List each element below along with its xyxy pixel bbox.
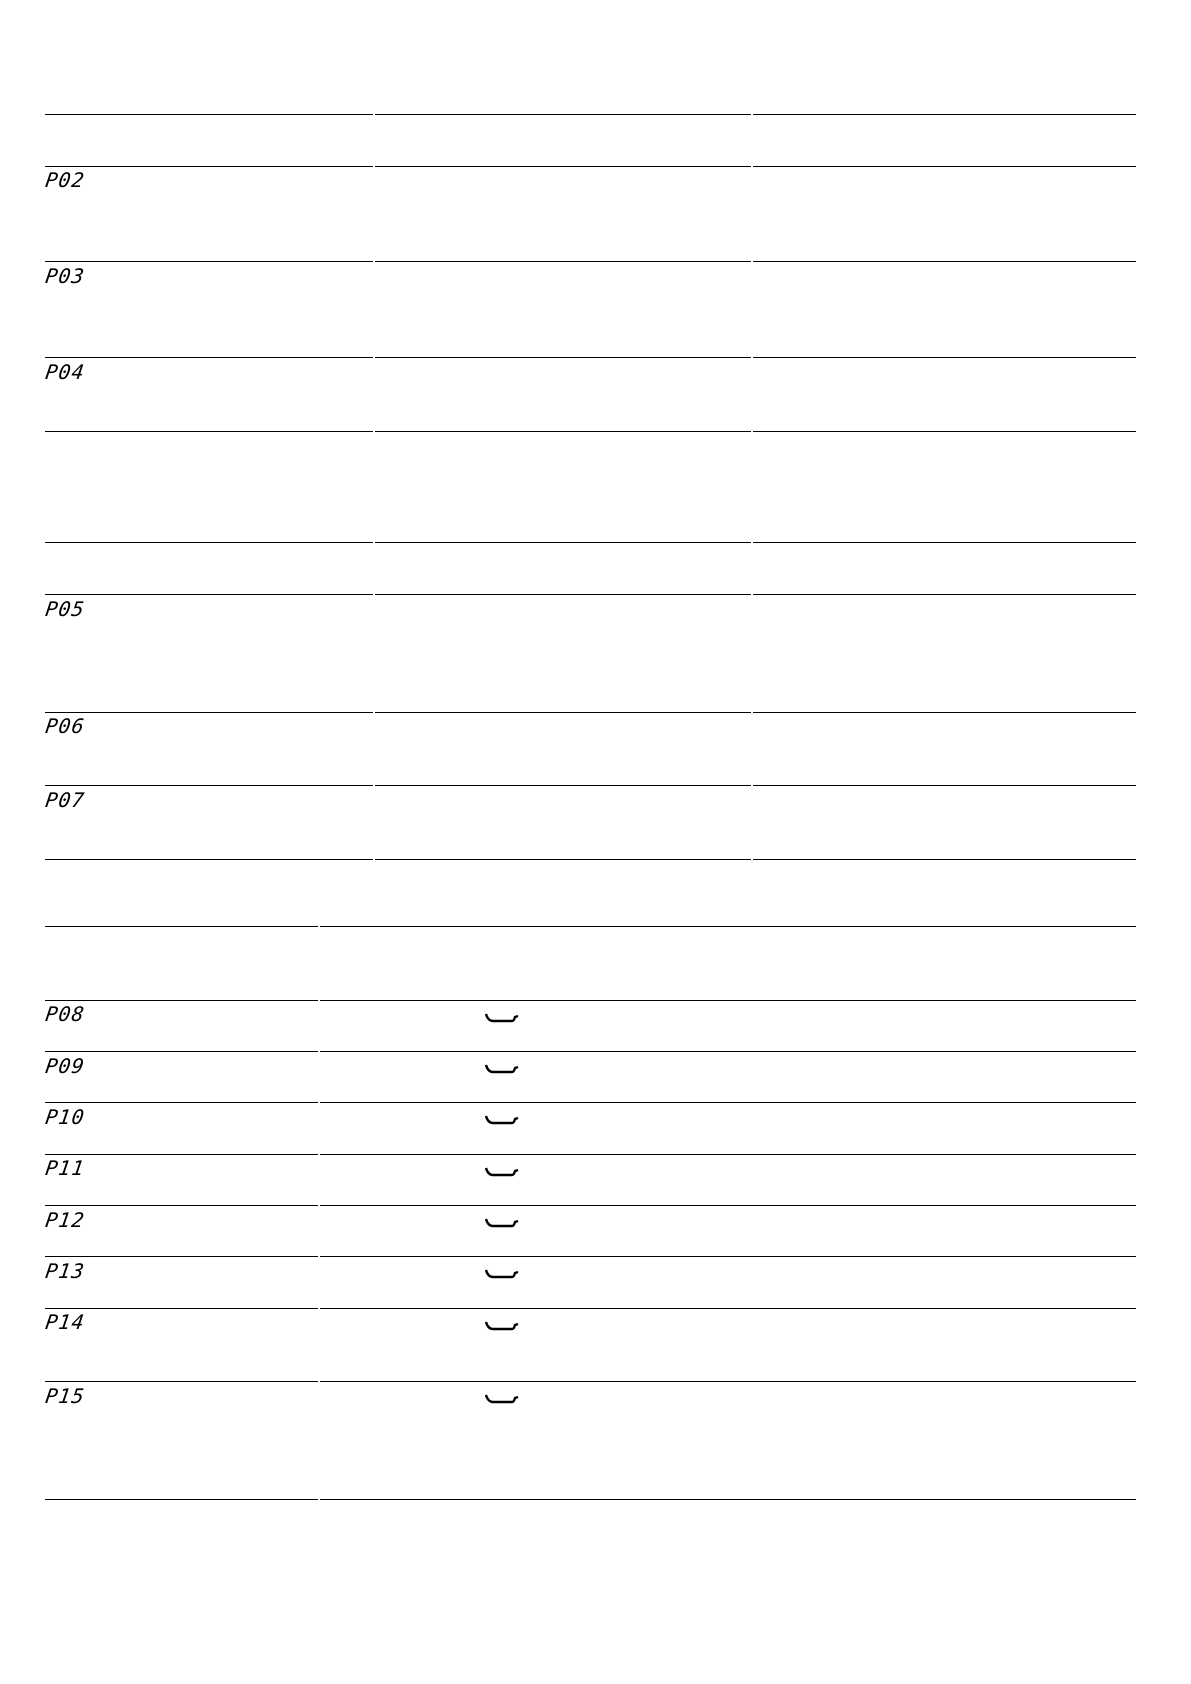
row-rule	[45, 542, 373, 543]
row-rule	[320, 1051, 1136, 1052]
row-rule	[753, 785, 1136, 786]
row-code-p10: P10	[43, 1105, 87, 1129]
row-rule	[753, 712, 1136, 713]
connector-symbol-icon	[485, 1112, 519, 1128]
row-code-p11: P11	[43, 1156, 87, 1180]
row-rule	[45, 1000, 318, 1001]
row-rule	[45, 1154, 318, 1155]
connector-symbol-icon	[485, 1061, 519, 1077]
row-code-p06: P06	[43, 714, 87, 738]
row-rule	[320, 1000, 1136, 1001]
row-rule	[753, 261, 1136, 262]
connector-symbol-icon	[485, 1266, 519, 1282]
connector-symbol-icon	[485, 1318, 519, 1334]
row-code-p08: P08	[43, 1002, 87, 1026]
row-rule	[320, 1102, 1136, 1103]
row-rule	[753, 431, 1136, 432]
row-rule	[320, 1256, 1136, 1257]
row-code-p02: P02	[43, 168, 87, 192]
row-rule	[45, 594, 373, 595]
connector-symbol-icon	[485, 1164, 519, 1180]
row-rule	[45, 1102, 318, 1103]
row-rule	[375, 859, 751, 860]
row-rule	[375, 594, 751, 595]
row-rule	[45, 166, 373, 167]
row-rule	[45, 712, 373, 713]
connector-symbol-icon	[485, 1215, 519, 1231]
row-rule	[45, 431, 373, 432]
row-code-p05: P05	[43, 597, 87, 621]
row-rule	[45, 859, 373, 860]
row-code-p07: P07	[43, 788, 87, 812]
row-rule	[375, 431, 751, 432]
row-rule	[320, 1205, 1136, 1206]
row-rule	[375, 712, 751, 713]
row-rule	[320, 1154, 1136, 1155]
row-rule	[753, 594, 1136, 595]
row-rule	[375, 357, 751, 358]
row-code-p04: P04	[43, 360, 87, 384]
row-code-p14: P14	[43, 1310, 87, 1334]
row-rule	[45, 1308, 318, 1309]
row-rule	[45, 357, 373, 358]
row-rule	[375, 261, 751, 262]
row-rule	[375, 785, 751, 786]
row-rule	[320, 926, 1136, 927]
row-rule	[45, 1381, 318, 1382]
row-rule	[45, 1051, 318, 1052]
row-rule	[375, 166, 751, 167]
row-rule	[320, 1499, 1136, 1500]
connector-symbol-icon	[485, 1391, 519, 1407]
row-rule	[45, 1499, 318, 1500]
row-rule	[320, 1381, 1136, 1382]
row-rule	[45, 926, 318, 927]
row-code-p09: P09	[43, 1054, 87, 1078]
row-rule	[45, 1205, 318, 1206]
row-rule	[45, 114, 373, 115]
row-rule	[45, 785, 373, 786]
row-rule	[753, 859, 1136, 860]
row-code-p12: P12	[43, 1208, 87, 1232]
row-rule	[753, 114, 1136, 115]
row-rule	[320, 1308, 1136, 1309]
row-rule	[753, 166, 1136, 167]
row-rule	[753, 357, 1136, 358]
row-code-p15: P15	[43, 1384, 87, 1408]
connector-symbol-icon	[485, 1010, 519, 1026]
row-code-p03: P03	[43, 264, 87, 288]
row-rule	[753, 542, 1136, 543]
row-rule	[45, 261, 373, 262]
row-code-p13: P13	[43, 1259, 87, 1283]
row-rule	[375, 542, 751, 543]
row-rule	[375, 114, 751, 115]
row-rule	[45, 1256, 318, 1257]
